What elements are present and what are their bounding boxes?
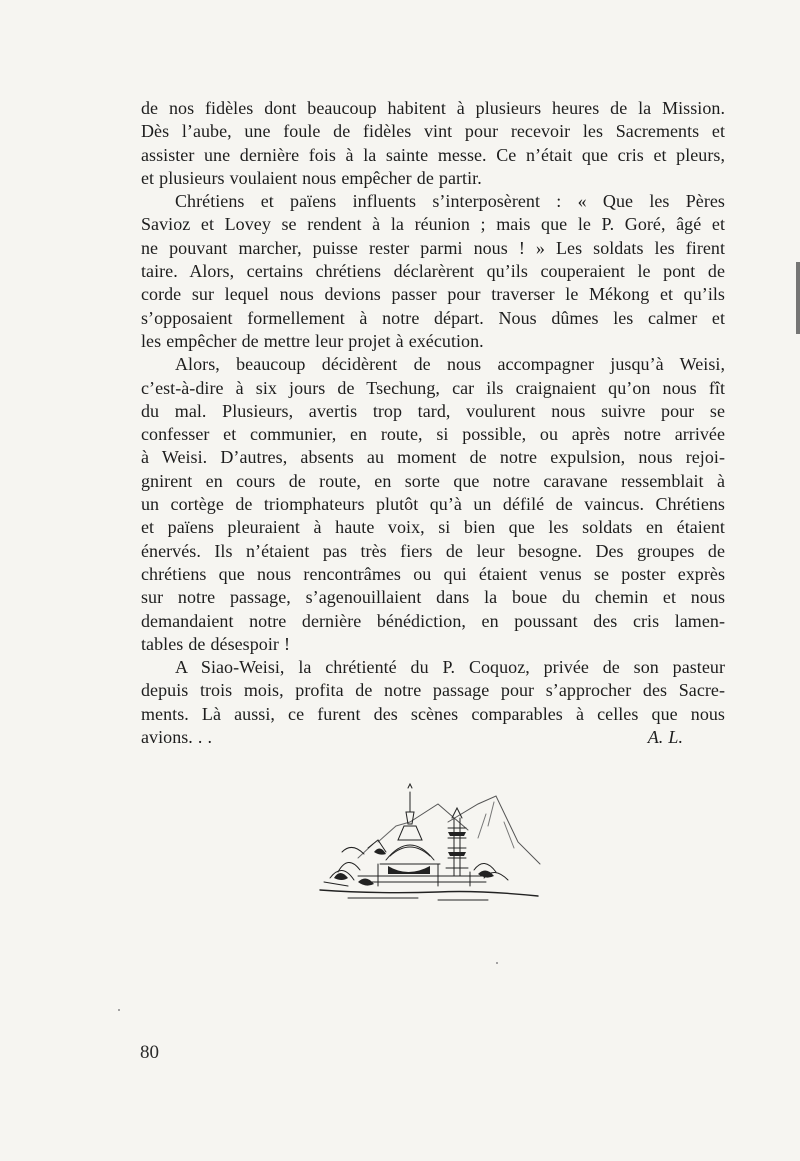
text-line: corde sur lequel nous devions passer pour traverser le Mékong et qu’ils [141, 284, 725, 305]
author-signature: A. L. [647, 727, 683, 748]
text-line: à Weisi. D’autres, absents au moment de notre expulsion, nous rejoi- [141, 447, 725, 468]
text-line: ne pouvant marcher, puisse rester parmi nous ! » Les soldats les firent [141, 237, 725, 258]
text-line: chrétiens que nous rencontrâmes ou qui étaient venus se poster exprès [141, 563, 725, 584]
page-number: 80 [140, 1042, 159, 1063]
scan-edge-mark [796, 262, 800, 334]
text-line: sur notre passage, s’agenouillaient dans la boue du chemin et nous [141, 587, 725, 608]
text-line: A Siao-Weisi, la chrétienté du P. Coquoz, privée de son pasteur [175, 657, 725, 678]
text-line: Chrétiens et païens influents s’interposèrent : « Que les Pères [175, 191, 725, 212]
text-line: du mal. Plusieurs, avertis trop tard, voulurent nous suivre pour se [141, 400, 725, 421]
text-line: assister une dernière fois à la sainte messe. Ce n’était que cris et pleurs, [141, 144, 725, 165]
text-line: et plusieurs voulaient nous empêcher de partir. [141, 167, 482, 188]
text-line: c’est-à-dire à six jours de Tsechung, car ils craignaient qu’on nous fît [141, 377, 725, 398]
text-line: tables de désespoir ! [141, 633, 291, 654]
pagoda-landscape-sketch-icon [318, 782, 546, 912]
text-line: énervés. Ils n’étaient pas très fiers de leur besogne. Des groupes de [141, 540, 725, 561]
signoff-line [141, 726, 725, 749]
text-line: de nos fidèles dont beaucoup habitent à plusieurs heures de la Mission. [141, 98, 725, 118]
text-line: gnirent en cours de route, en sorte que notre caravane ressemblait à [141, 470, 725, 491]
scan-speck [118, 1009, 120, 1011]
body-text [141, 97, 725, 749]
text-line: confesser et communier, en route, si possible, ou après notre arrivée [141, 424, 725, 445]
text-line: Dès l’aube, une foule de fidèles vint pour recevoir les Sacrements et [141, 121, 725, 142]
text-line: Alors, beaucoup décidèrent de nous accompagner jusqu’à Weisi, [175, 354, 725, 375]
text-line: les empêcher de mettre leur projet à exécution. [141, 330, 484, 351]
text-line: et païens pleuraient à haute voix, si bien que les soldats en étaient [141, 517, 725, 538]
text-line: ments. Là aussi, ce furent des scènes comparables à celles que nous [141, 703, 725, 724]
text-line: un cortège de triomphateurs plutôt qu’à un défilé de vaincus. Chrétiens [141, 494, 725, 515]
text-line: s’opposaient formellement à notre départ. Nous dûmes les calmer et [141, 307, 725, 328]
text-line: taire. Alors, certains chrétiens déclarèrent qu’ils couperaient le pont de [141, 261, 725, 282]
text-line: demandaient notre dernière bénédiction, en poussant des cris lamen- [141, 610, 725, 631]
scan-speck [496, 962, 498, 964]
text-line: depuis trois mois, profita de notre passage pour s’approcher des Sacre- [141, 680, 725, 701]
text-line: Savioz et Lovey se rendent à la réunion ; mais que le P. Goré, âgé et [141, 214, 725, 235]
final-text-line: avions. . . [141, 727, 213, 748]
